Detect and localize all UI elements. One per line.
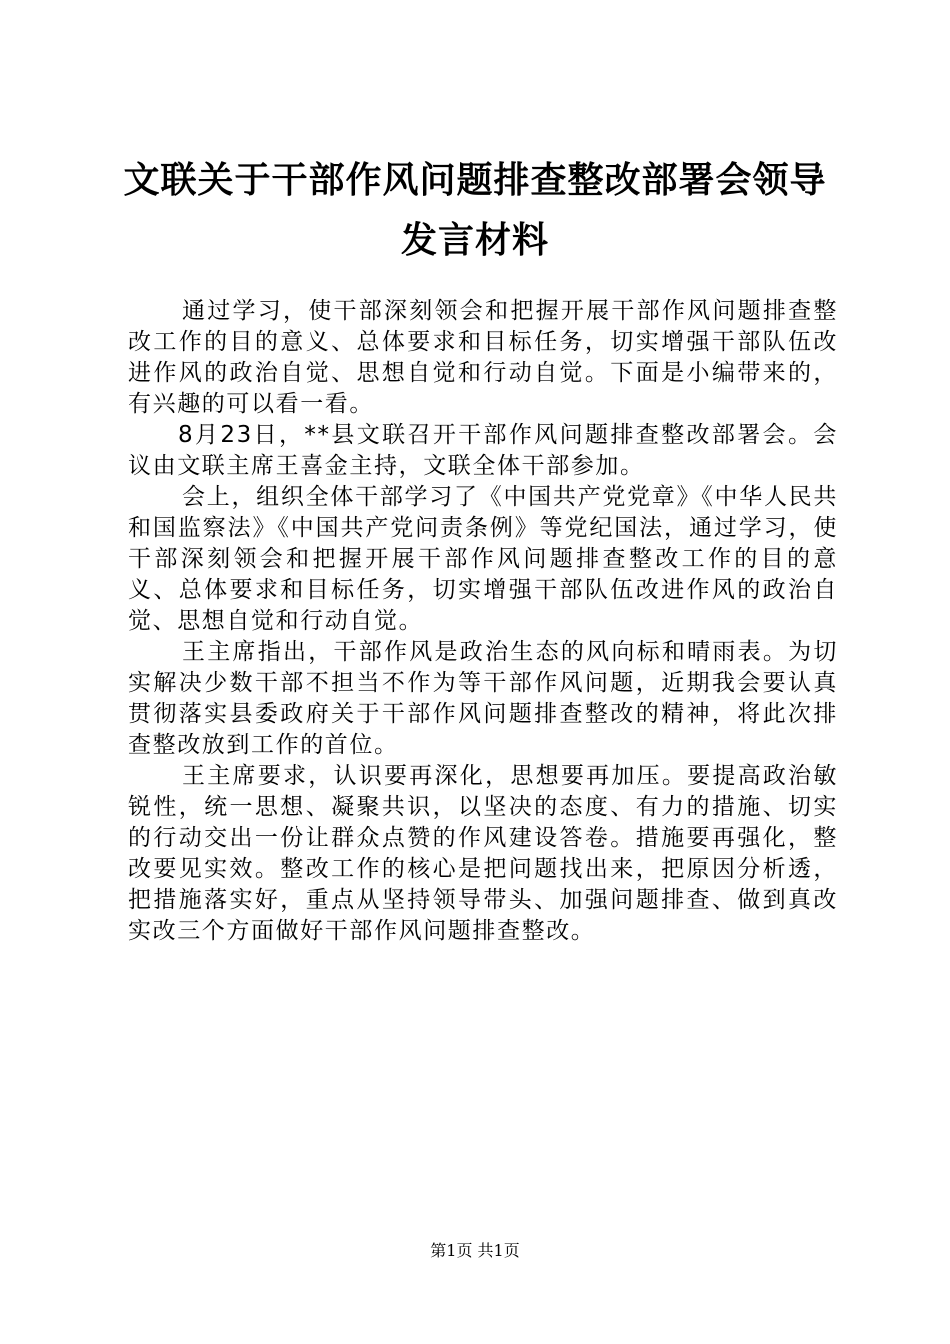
paragraph-study: 会上，组织全体干部学习了《中国共产党党章》《中华人民共和国监察法》《中国共产党问责条例》等党纪国法，通过学习，使干部深刻领会和把握开展干部作风问题排查整改工作的目的意义、总体要求和目标任务，切实增强干部队伍改进作风的政治自觉、思想自觉和行动自觉。 — [128, 484, 838, 634]
paragraph-intro: 通过学习，使干部深刻领会和把握开展干部作风问题排查整改工作的目的意义、总体要求和目标任务，切实增强干部队伍改进作风的政治自觉、思想自觉和行动自觉。下面是小编带来的，有兴趣的可以看一看。 — [128, 298, 838, 417]
document-title: 文联关于干部作风问题排查整改部署会领导发言材料 — [123, 159, 827, 261]
paragraph-chairman-requirements: 王主席要求，认识要再深化，思想要再加压。要提高政治敏锐性，统一思想、凝聚共识，以坚决的态度、有力的措施、切实的行动交出一份让群众点赞的作风建设答卷。措施要再强化，整改要见实效。整改工作的核心是把问题找出来，把原因分析透，把措施落实好，重点从坚持领导带头、加强问题排查、做到真改实改三个方面做好干部作风问题排查整改。 — [128, 763, 838, 944]
paragraph-meeting: 8月23日，**县文联召开干部作风问题排查整改部署会。会议由文联主席王喜金主持，文联全体干部参加。 — [128, 422, 838, 479]
paragraph-chairman-remarks: 王主席指出，干部作风是政治生态的风向标和晴雨表。为切实解决少数干部不担当不作为等干部作风问题，近期我会要认真贯彻落实县委政府关于干部作风问题排查整改的精神，将此次排查整改放到工作的首位。 — [128, 639, 838, 758]
page-number-footer: 第1页 共1页 — [430, 1241, 520, 1260]
document-body — [128, 296, 838, 947]
